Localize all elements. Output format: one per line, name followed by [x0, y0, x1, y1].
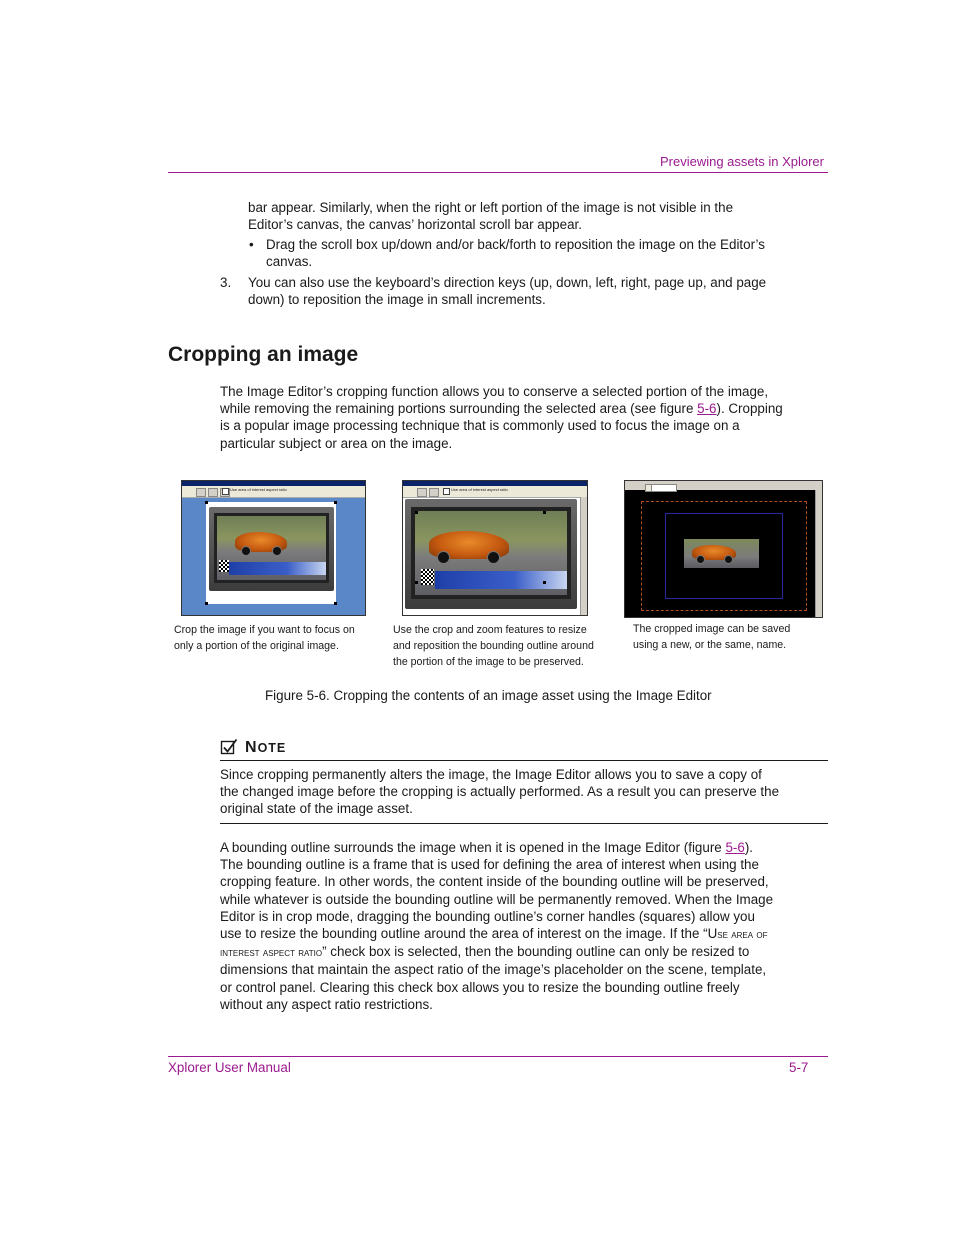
figure-screenshot-crop — [181, 480, 366, 616]
figure-caption-3: The cropped image can be saved using a new, or the same, name. — [633, 623, 791, 651]
pan-tool-icon[interactable] — [417, 488, 427, 497]
editor-toolbar — [403, 486, 587, 498]
editor-toolbar — [182, 486, 365, 498]
aspect-ratio-checkbox[interactable] — [443, 488, 450, 495]
pan-tool-icon[interactable] — [196, 488, 206, 497]
figure-caption-1: Crop the image if you want to focus on only a portion of the original image. — [174, 624, 355, 652]
crop-handle-br[interactable] — [334, 602, 337, 605]
crop-handle-br[interactable] — [543, 581, 546, 584]
crop-handle-tr[interactable] — [543, 511, 546, 514]
header-rule — [168, 172, 828, 173]
aspect-ratio-label: Use area of interest aspect ratio — [230, 487, 287, 492]
note-heading — [245, 739, 286, 757]
figure-caption-2: Use the crop and zoom features to resize and reposition the bounding outline around the portion of the image to be preserved. — [393, 624, 594, 668]
bullet-item: Drag the scroll box up/down and/or back/forth to reposition the image on the Editor’s canvas. — [266, 237, 765, 270]
body2-text-b: ). The bounding outline is a frame that is used for defining the area of interest when using the cropping feature. In other words, the content inside of the bounding outline will be preserved, while whatever is outside the bounding outline will be permanently removed. When the Image Editor is in crop mode, dragging the bounding outline’s corner handles (squares) allow you use to resize the bounding outline around the area of interest on the image. If the “ — [220, 840, 774, 942]
cropped-image — [684, 539, 759, 568]
note-top-rule — [220, 760, 828, 761]
note-heading-first: N — [245, 739, 258, 756]
vertical-scrollbar[interactable] — [580, 497, 587, 615]
step-number: 3. — [220, 275, 232, 290]
small-caps-first: U — [707, 926, 718, 942]
footer-title: Xplorer User Manual — [168, 1060, 291, 1075]
monitor-image — [405, 499, 577, 609]
aspect-ratio-checkbox[interactable] — [222, 488, 229, 495]
checkered-flag — [219, 560, 229, 572]
note-bottom-rule — [220, 823, 828, 824]
figure-title: Figure 5-6. Cropping the contents of an image asset using the Image Editor — [265, 688, 712, 703]
crop-handle-tl[interactable] — [415, 511, 418, 514]
monitor-image — [209, 507, 334, 591]
snapshot-tabbar — [625, 481, 822, 490]
intro-text-a: The Image Editor’s cropping function allows you to conserve a selected portion of the image, while removing the remaining portions surrounding the selected area (see figure — [220, 384, 769, 417]
checkered-flag — [421, 569, 434, 585]
ad-banner — [435, 571, 567, 589]
note-heading-rest: OTE — [257, 741, 287, 755]
small-caps-rest: se area of interest aspect ratio — [220, 927, 768, 960]
bounding-outline-paragraph — [220, 839, 778, 1013]
zoom-tool-icon[interactable] — [208, 488, 218, 497]
checkbox-check-icon — [220, 738, 238, 756]
section-title: Cropping an image — [168, 343, 359, 366]
figure-screenshot-zoom — [402, 480, 588, 616]
bullet-mark: • — [249, 237, 254, 252]
continuation-paragraph: bar appear. Similarly, when the right or left portion of the image is not visible in the Editor’s canvas, the canvas’ horizontal scroll bar appear. — [248, 200, 734, 233]
figure-link-2[interactable]: 5-6 — [725, 840, 745, 855]
intro-paragraph — [220, 383, 792, 452]
body2-text-a: A bounding outline surrounds the image when it is opened in the Image Editor (figure — [220, 840, 726, 855]
note-text: Since cropping permanently alters the image, the Image Editor allows you to save a copy of the changed image before the cropping is actually performed. As a result you can preserve the original state of the image asset. — [220, 767, 780, 817]
body2-text-c: ” check box is selected, then the bounding outline can only be resized to dimensions that maintain the aspect ratio of the image’s placeholder on the scene, template, or control panel. Clearing this check box allows you to resize the bounding outline freely without any aspect ratio restrictions. — [220, 944, 767, 1012]
footer-rule — [168, 1056, 828, 1057]
intro-text-b: ). Cropping is a popular image processing technique that is commonly used to focus the image on a particular subject or area on the image. — [220, 401, 783, 451]
zoom-tool-icon[interactable] — [429, 488, 439, 497]
figure-screenshot-result — [624, 480, 823, 618]
crop-handle-bl[interactable] — [415, 581, 418, 584]
figure-link[interactable]: 5-6 — [697, 401, 717, 417]
step-text: You can also use the keyboard’s direction keys (up, down, left, right, page up, and page down) to reposition the image in small increments. — [248, 275, 767, 308]
crop-handle-bl[interactable] — [205, 602, 208, 605]
crop-handle-tr[interactable] — [334, 501, 337, 504]
vertical-scrollbar[interactable] — [815, 490, 822, 617]
aspect-ratio-label: Use area of interest aspect ratio — [451, 487, 508, 492]
running-header: Previewing assets in Xplorer — [659, 154, 824, 169]
tab-scene[interactable] — [651, 484, 677, 492]
ad-banner — [229, 562, 326, 575]
page-number: 5-7 — [789, 1060, 809, 1075]
crop-handle-tl[interactable] — [205, 501, 208, 504]
